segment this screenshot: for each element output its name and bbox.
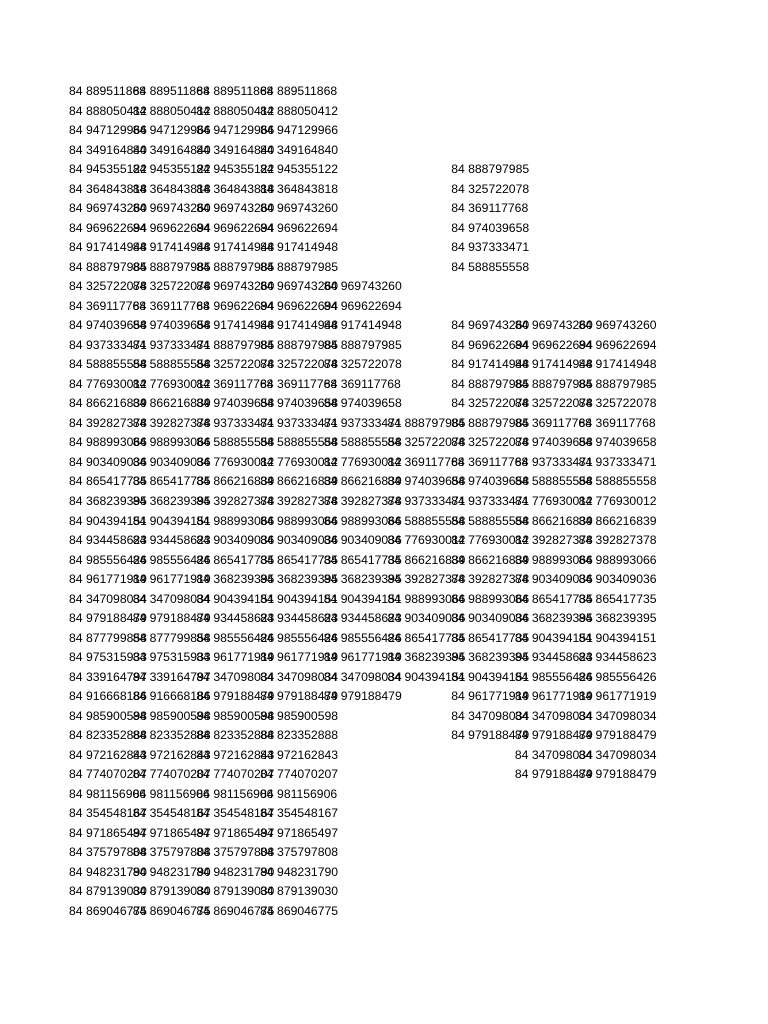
cell-r12-c0: 84 974039658 bbox=[69, 318, 147, 333]
cell-r24-c3: 84 865417735 bbox=[260, 552, 339, 567]
cell-r37-c1: 84 354548167 bbox=[132, 806, 211, 821]
cell-r7-c2: 84 969622694 bbox=[196, 220, 275, 235]
cell-r3-c1: 84 349164840 bbox=[132, 142, 211, 157]
cell-r30-c5: 84 904394151 bbox=[387, 669, 466, 684]
cell-r28-c0: 84 877799858 bbox=[69, 630, 147, 645]
cell-r25-c4: 84 368239395 bbox=[323, 572, 402, 586]
cell-r23-c1: 84 934458623 bbox=[132, 533, 211, 547]
cell-r3-c2: 84 349164840 bbox=[196, 142, 275, 157]
cell-r22-c4: 84 988993066 bbox=[323, 513, 402, 528]
cell-r9-c0: 84 888797985 bbox=[69, 259, 147, 274]
cell-r13-c3: 84 888797985 bbox=[260, 337, 339, 352]
cell-r7-c3: 84 969622694 bbox=[260, 220, 339, 235]
cell-r33-c3: 84 823352888 bbox=[260, 728, 339, 743]
cell-r38-c1: 84 971865497 bbox=[132, 825, 211, 840]
cell-r9-c2: 84 888797985 bbox=[196, 259, 275, 274]
cell-r18-c1: 84 988993066 bbox=[132, 435, 211, 450]
cell-r31-c8: 84 961771919 bbox=[578, 689, 657, 704]
cell-r20-c5: 84 974039658 bbox=[387, 474, 466, 489]
cell-r27-c1: 84 979188479 bbox=[132, 611, 211, 626]
cell-r30-c6: 84 904394151 bbox=[451, 669, 530, 684]
cell-r42-c2: 84 869046775 bbox=[196, 903, 275, 918]
cell-r19-c2: 84 776930012 bbox=[196, 454, 275, 469]
cell-r16-c4: 84 974039658 bbox=[323, 396, 402, 411]
cell-r18-c6: 84 325722078 bbox=[451, 435, 530, 450]
cell-r6-c0: 84 969743260 bbox=[69, 201, 147, 216]
cell-r24-c5: 84 866216839 bbox=[387, 552, 466, 567]
cell-r19-c4: 84 776930012 bbox=[323, 454, 402, 469]
cell-r19-c5: 84 369117768 bbox=[387, 454, 465, 469]
cell-r21-c0: 84 368239395 bbox=[69, 494, 147, 508]
cell-r25-c7: 84 903409036 bbox=[514, 572, 593, 586]
cell-r26-c5: 84 988993066 bbox=[387, 591, 466, 606]
cell-r19-c7: 84 937333471 bbox=[514, 454, 593, 469]
cell-r30-c0: 84 339164797 bbox=[69, 669, 147, 684]
cell-r6-c3: 84 969743260 bbox=[260, 201, 339, 216]
cell-r13-c6: 84 969622694 bbox=[451, 337, 530, 352]
cell-r8-c2: 84 917414948 bbox=[196, 240, 275, 255]
cell-r26-c3: 84 904394151 bbox=[260, 591, 339, 606]
cell-r40-c2: 84 948231790 bbox=[196, 864, 275, 879]
cell-r33-c1: 84 823352888 bbox=[132, 728, 211, 743]
cell-r16-c2: 84 974039658 bbox=[196, 396, 275, 411]
cell-r18-c3: 84 588855558 bbox=[260, 435, 339, 450]
cell-r24-c7: 84 988993066 bbox=[514, 552, 593, 567]
cell-r32-c6: 84 347098034 bbox=[451, 708, 530, 723]
cell-r4-c0: 84 945355122 bbox=[69, 162, 147, 177]
cell-r19-c8: 84 937333471 bbox=[578, 454, 657, 469]
cell-r18-c8: 84 974039658 bbox=[578, 435, 657, 450]
cell-r12-c8: 84 969743260 bbox=[578, 318, 657, 333]
cell-r4-c3: 84 945355122 bbox=[260, 162, 339, 177]
cell-r16-c7: 84 325722078 bbox=[514, 396, 593, 411]
cell-r20-c8: 84 588855558 bbox=[578, 474, 657, 489]
cell-r23-c4: 84 903409036 bbox=[323, 533, 402, 547]
cell-r28-c6: 84 865417735 bbox=[451, 630, 530, 645]
cell-r28-c5: 84 865417735 bbox=[387, 630, 466, 645]
cell-r29-c0: 84 975315933 bbox=[69, 650, 147, 665]
cell-r34-c2: 84 972162843 bbox=[196, 747, 275, 762]
cell-r25-c1: 84 961771919 bbox=[132, 572, 211, 586]
cell-r31-c0: 84 916668186 bbox=[69, 689, 147, 704]
cell-r24-c6: 84 866216839 bbox=[451, 552, 530, 567]
cell-r18-c7: 84 974039658 bbox=[514, 435, 593, 450]
cell-r10-c0: 84 325722078 bbox=[69, 279, 147, 294]
cell-r26-c8: 84 865417735 bbox=[578, 591, 657, 606]
cell-r31-c2: 84 979188479 bbox=[196, 689, 275, 704]
cell-r30-c4: 84 347098034 bbox=[323, 669, 402, 684]
cell-r12-c3: 84 917414948 bbox=[260, 318, 339, 333]
cell-r26-c4: 84 904394151 bbox=[323, 591, 402, 606]
cell-r7-c1: 84 969622694 bbox=[132, 220, 211, 235]
cell-r32-c7: 84 347098034 bbox=[514, 708, 593, 723]
cell-r30-c7: 84 985556426 bbox=[514, 669, 593, 684]
cell-r39-c3: 84 375797808 bbox=[260, 845, 339, 860]
cell-r34-c8: 84 347098034 bbox=[578, 747, 657, 762]
cell-r1-c0: 84 888050412 bbox=[69, 103, 147, 118]
cell-r16-c0: 84 866216839 bbox=[69, 396, 147, 411]
cell-r39-c1: 84 375797808 bbox=[132, 845, 211, 860]
cell-r7-c6: 84 974039658 bbox=[451, 220, 530, 235]
cell-r5-c3: 84 364843818 bbox=[260, 181, 339, 196]
cell-r23-c6: 84 776930012 bbox=[451, 533, 530, 547]
cell-r38-c2: 84 971865497 bbox=[196, 825, 275, 840]
cell-r20-c7: 84 588855558 bbox=[514, 474, 593, 489]
cell-r10-c3: 84 969743260 bbox=[260, 279, 339, 294]
cell-r25-c6: 84 392827378 bbox=[451, 572, 530, 586]
cell-r24-c4: 84 865417735 bbox=[323, 552, 402, 567]
cell-r6-c2: 84 969743260 bbox=[196, 201, 275, 216]
cell-r15-c7: 84 888797985 bbox=[514, 376, 593, 391]
cell-r17-c8: 84 369117768 bbox=[578, 415, 656, 430]
cell-r26-c6: 84 988993066 bbox=[451, 591, 530, 606]
cell-r24-c0: 84 985556426 bbox=[69, 552, 147, 567]
cell-r31-c7: 84 961771919 bbox=[514, 689, 593, 704]
cell-r23-c5: 84 776930012 bbox=[387, 533, 466, 547]
cell-r16-c1: 84 866216839 bbox=[132, 396, 211, 411]
cell-r25-c2: 84 368239395 bbox=[196, 572, 275, 586]
cell-r4-c2: 84 945355122 bbox=[196, 162, 275, 177]
cell-r21-c2: 84 392827378 bbox=[196, 494, 275, 508]
cell-r8-c1: 84 917414948 bbox=[132, 240, 211, 255]
cell-r26-c0: 84 347098034 bbox=[69, 591, 147, 606]
cell-r27-c3: 84 934458623 bbox=[260, 611, 339, 626]
cell-r33-c6: 84 979188479 bbox=[451, 728, 530, 743]
cell-r32-c0: 84 985900598 bbox=[69, 708, 147, 723]
cell-r4-c6: 84 888797985 bbox=[451, 162, 530, 177]
cell-r20-c2: 84 866216839 bbox=[196, 474, 275, 489]
cell-r3-c0: 84 349164840 bbox=[69, 142, 147, 157]
cell-r40-c0: 84 948231790 bbox=[69, 864, 147, 879]
cell-r19-c6: 84 369117768 bbox=[451, 454, 529, 469]
cell-r12-c4: 84 917414948 bbox=[323, 318, 402, 333]
cell-r23-c8: 84 392827378 bbox=[578, 533, 657, 547]
cell-r41-c3: 84 879139030 bbox=[260, 884, 339, 899]
cell-r15-c6: 84 888797985 bbox=[451, 376, 530, 391]
cell-r15-c1: 84 776930012 bbox=[132, 376, 211, 391]
cell-r23-c3: 84 903409036 bbox=[260, 533, 339, 547]
cell-r32-c8: 84 347098034 bbox=[578, 708, 657, 723]
cell-r11-c0: 84 369117768 bbox=[69, 298, 147, 313]
cell-r5-c1: 84 364843818 bbox=[132, 181, 211, 196]
cell-r8-c3: 84 917414948 bbox=[260, 240, 339, 255]
cell-r30-c2: 84 347098034 bbox=[196, 669, 275, 684]
cell-r30-c3: 84 347098034 bbox=[260, 669, 339, 684]
cell-r14-c1: 84 588855558 bbox=[132, 357, 211, 372]
cell-r41-c1: 84 879139030 bbox=[132, 884, 211, 899]
cell-r29-c5: 84 368239395 bbox=[387, 650, 466, 665]
cell-r13-c1: 84 937333471 bbox=[132, 337, 211, 352]
cell-r27-c6: 84 903409036 bbox=[451, 611, 530, 626]
cell-r37-c3: 84 354548167 bbox=[260, 806, 339, 821]
cell-r12-c6: 84 969743260 bbox=[451, 318, 530, 333]
cell-r11-c2: 84 969622694 bbox=[196, 298, 275, 313]
cell-r28-c4: 84 985556426 bbox=[323, 630, 402, 645]
cell-r20-c0: 84 865417735 bbox=[69, 474, 147, 489]
cell-r17-c4: 84 937333471 bbox=[323, 415, 402, 430]
cell-r34-c7: 84 347098034 bbox=[514, 747, 593, 762]
cell-r27-c7: 84 368239395 bbox=[514, 611, 593, 626]
cell-r11-c4: 84 969622694 bbox=[323, 298, 402, 313]
cell-r34-c1: 84 972162843 bbox=[132, 747, 211, 762]
cell-r1-c1: 84 888050412 bbox=[132, 103, 211, 118]
cell-r31-c4: 84 979188479 bbox=[323, 689, 402, 704]
cell-r20-c1: 84 865417735 bbox=[132, 474, 211, 489]
cell-r39-c2: 84 375797808 bbox=[196, 845, 275, 860]
cell-r14-c3: 84 325722078 bbox=[260, 357, 339, 372]
cell-r27-c8: 84 368239395 bbox=[578, 611, 657, 626]
cell-r29-c4: 84 961771919 bbox=[323, 650, 402, 665]
cell-r35-c1: 84 774070207 bbox=[132, 767, 211, 782]
cell-r27-c4: 84 934458623 bbox=[323, 611, 402, 626]
cell-r18-c0: 84 988993066 bbox=[69, 435, 147, 450]
cell-r36-c2: 84 981156906 bbox=[196, 786, 274, 801]
cell-r31-c6: 84 961771919 bbox=[451, 689, 530, 704]
cell-r17-c3: 84 937333471 bbox=[260, 415, 339, 430]
cell-r14-c8: 84 917414948 bbox=[578, 357, 657, 372]
cell-r27-c5: 84 903409036 bbox=[387, 611, 466, 626]
cell-r41-c0: 84 879139030 bbox=[69, 884, 147, 899]
cell-r19-c0: 84 903409036 bbox=[69, 454, 147, 469]
cell-r25-c3: 84 368239395 bbox=[260, 572, 339, 586]
cell-r39-c0: 84 375797808 bbox=[69, 845, 147, 860]
cell-r16-c6: 84 325722078 bbox=[451, 396, 530, 411]
cell-r6-c1: 84 969743260 bbox=[132, 201, 211, 216]
cell-r2-c1: 84 947129966 bbox=[132, 123, 211, 138]
cell-r14-c6: 84 917414948 bbox=[451, 357, 530, 372]
cell-r1-c2: 84 888050412 bbox=[196, 103, 275, 118]
cell-r11-c3: 84 969622694 bbox=[260, 298, 339, 313]
cell-r17-c6: 84 888797985 bbox=[451, 415, 530, 430]
cell-r29-c1: 84 975315933 bbox=[132, 650, 211, 665]
cell-r25-c0: 84 961771919 bbox=[69, 572, 147, 586]
cell-r18-c4: 84 588855558 bbox=[323, 435, 402, 450]
cell-r17-c0: 84 392827378 bbox=[69, 415, 147, 430]
cell-r35-c8: 84 979188479 bbox=[578, 767, 657, 782]
cell-r14-c2: 84 325722078 bbox=[196, 357, 275, 372]
cell-r16-c8: 84 325722078 bbox=[578, 396, 657, 411]
cell-r14-c0: 84 588855558 bbox=[69, 357, 147, 372]
cell-r35-c7: 84 979188479 bbox=[514, 767, 593, 782]
cell-r35-c0: 84 774070207 bbox=[69, 767, 147, 782]
cell-r7-c0: 84 969622694 bbox=[69, 220, 147, 235]
cell-r25-c5: 84 392827378 bbox=[387, 572, 466, 586]
cell-r5-c0: 84 364843818 bbox=[69, 181, 147, 196]
cell-r24-c2: 84 865417735 bbox=[196, 552, 275, 567]
cell-r29-c6: 84 368239395 bbox=[451, 650, 530, 665]
cell-r30-c1: 84 339164797 bbox=[132, 669, 211, 684]
cell-r12-c1: 84 974039658 bbox=[132, 318, 211, 333]
cell-r10-c2: 84 969743260 bbox=[196, 279, 275, 294]
cell-r0-c3: 84 889511868 bbox=[260, 84, 338, 98]
cell-r22-c6: 84 588855558 bbox=[451, 513, 530, 528]
cell-r26-c7: 84 865417735 bbox=[514, 591, 593, 606]
cell-r35-c3: 84 774070207 bbox=[260, 767, 339, 782]
cell-r29-c3: 84 961771919 bbox=[260, 650, 339, 665]
cell-r33-c7: 84 979188479 bbox=[514, 728, 593, 743]
cell-r27-c2: 84 934458623 bbox=[196, 611, 275, 626]
cell-r15-c0: 84 776930012 bbox=[69, 376, 147, 391]
cell-r22-c1: 84 904394151 bbox=[132, 513, 211, 528]
cell-r31-c1: 84 916668186 bbox=[132, 689, 211, 704]
cell-r29-c7: 84 934458623 bbox=[514, 650, 593, 665]
cell-r23-c0: 84 934458623 bbox=[69, 533, 147, 547]
cell-r3-c3: 84 349164840 bbox=[260, 142, 339, 157]
cell-r33-c8: 84 979188479 bbox=[578, 728, 657, 743]
cell-r13-c2: 84 888797985 bbox=[196, 337, 275, 352]
cell-r34-c3: 84 972162843 bbox=[260, 747, 339, 762]
cell-r10-c4: 84 969743260 bbox=[323, 279, 402, 294]
cell-r32-c1: 84 985900598 bbox=[132, 708, 211, 723]
cell-r15-c3: 84 369117768 bbox=[260, 376, 338, 391]
cell-r24-c8: 84 988993066 bbox=[578, 552, 657, 567]
cell-r9-c6: 84 588855558 bbox=[451, 259, 530, 274]
cell-r40-c3: 84 948231790 bbox=[260, 864, 339, 879]
cell-r28-c3: 84 985556426 bbox=[260, 630, 339, 645]
cell-r21-c6: 84 937333471 bbox=[451, 494, 530, 508]
cell-r26-c2: 84 904394151 bbox=[196, 591, 275, 606]
cell-r23-c2: 84 903409036 bbox=[196, 533, 275, 547]
cell-r8-c0: 84 917414948 bbox=[69, 240, 147, 255]
cell-r27-c0: 84 979188479 bbox=[69, 611, 147, 626]
cell-r28-c1: 84 877799858 bbox=[132, 630, 211, 645]
cell-r17-c7: 84 369117768 bbox=[514, 415, 592, 430]
cell-r30-c8: 84 985556426 bbox=[578, 669, 657, 684]
cell-r15-c2: 84 369117768 bbox=[196, 376, 274, 391]
cell-r17-c1: 84 392827378 bbox=[132, 415, 211, 430]
cell-r2-c3: 84 947129966 bbox=[260, 123, 339, 138]
cell-r12-c2: 84 917414948 bbox=[196, 318, 275, 333]
cell-r21-c4: 84 392827378 bbox=[323, 494, 402, 508]
cell-r22-c3: 84 988993066 bbox=[260, 513, 339, 528]
cell-r28-c2: 84 985556426 bbox=[196, 630, 275, 645]
cell-r37-c2: 84 354548167 bbox=[196, 806, 275, 821]
cell-r8-c6: 84 937333471 bbox=[451, 240, 530, 255]
cell-r20-c6: 84 974039658 bbox=[451, 474, 530, 489]
cell-r36-c0: 84 981156906 bbox=[69, 786, 147, 801]
cell-r20-c4: 84 866216839 bbox=[323, 474, 402, 489]
cell-r2-c0: 84 947129966 bbox=[69, 123, 147, 138]
cell-r31-c3: 84 979188479 bbox=[260, 689, 339, 704]
cell-r21-c1: 84 368239395 bbox=[132, 494, 211, 508]
cell-r22-c0: 84 904394151 bbox=[69, 513, 147, 528]
cell-r38-c3: 84 971865497 bbox=[260, 825, 339, 840]
cell-r9-c3: 84 888797985 bbox=[260, 259, 339, 274]
cell-r5-c6: 84 325722078 bbox=[451, 181, 530, 196]
cell-r18-c2: 84 588855558 bbox=[196, 435, 275, 450]
cell-r10-c1: 84 325722078 bbox=[132, 279, 211, 294]
cell-r15-c4: 84 369117768 bbox=[323, 376, 401, 391]
cell-r1-c3: 84 888050412 bbox=[260, 103, 339, 118]
cell-r9-c1: 84 888797985 bbox=[132, 259, 211, 274]
cell-r33-c0: 84 823352888 bbox=[69, 728, 147, 743]
cell-r26-c1: 84 347098034 bbox=[132, 591, 211, 606]
cell-r32-c3: 84 985900598 bbox=[260, 708, 339, 723]
cell-r25-c8: 84 903409036 bbox=[578, 572, 657, 586]
cell-r28-c8: 84 904394151 bbox=[578, 630, 657, 645]
cell-r0-c1: 84 889511868 bbox=[132, 84, 210, 98]
cell-r28-c7: 84 904394151 bbox=[514, 630, 593, 645]
cell-r40-c1: 84 948231790 bbox=[132, 864, 211, 879]
cell-r6-c6: 84 369117768 bbox=[451, 201, 529, 216]
cell-r0-c2: 84 889511868 bbox=[196, 84, 274, 98]
cell-r17-c2: 84 937333471 bbox=[196, 415, 275, 430]
cell-r17-c5: 84 888797985 bbox=[387, 415, 466, 430]
cell-r32-c2: 84 985900598 bbox=[196, 708, 275, 723]
cell-r21-c5: 84 937333471 bbox=[387, 494, 466, 508]
cell-r21-c8: 84 776930012 bbox=[578, 494, 657, 508]
cell-r13-c7: 84 969622694 bbox=[514, 337, 593, 352]
cell-r36-c1: 84 981156906 bbox=[132, 786, 210, 801]
cell-r16-c3: 84 974039658 bbox=[260, 396, 339, 411]
cell-r29-c2: 84 961771919 bbox=[196, 650, 275, 665]
cell-r36-c3: 84 981156906 bbox=[260, 786, 338, 801]
cell-r20-c3: 84 866216839 bbox=[260, 474, 339, 489]
cell-r5-c2: 84 364843818 bbox=[196, 181, 275, 196]
cell-r42-c0: 84 869046775 bbox=[69, 903, 147, 918]
cell-r12-c7: 84 969743260 bbox=[514, 318, 593, 333]
cell-r42-c1: 84 869046775 bbox=[132, 903, 211, 918]
cell-r37-c0: 84 354548167 bbox=[69, 806, 147, 821]
cell-r22-c7: 84 866216839 bbox=[514, 513, 593, 528]
cell-r4-c1: 84 945355122 bbox=[132, 162, 211, 177]
cell-r19-c1: 84 903409036 bbox=[132, 454, 211, 469]
cell-r13-c8: 84 969622694 bbox=[578, 337, 657, 352]
cell-r11-c1: 84 369117768 bbox=[132, 298, 210, 313]
cell-r15-c8: 84 888797985 bbox=[578, 376, 657, 391]
cell-r14-c7: 84 917414948 bbox=[514, 357, 593, 372]
cell-r38-c0: 84 971865497 bbox=[69, 825, 147, 840]
cell-r0-c0: 84 889511868 bbox=[69, 84, 147, 98]
cell-r22-c5: 84 588855558 bbox=[387, 513, 466, 528]
cell-r21-c7: 84 776930012 bbox=[514, 494, 593, 508]
cell-r21-c3: 84 392827378 bbox=[260, 494, 339, 508]
cell-r34-c0: 84 972162843 bbox=[69, 747, 147, 762]
cell-r23-c7: 84 392827378 bbox=[514, 533, 593, 547]
cell-r18-c5: 84 325722078 bbox=[387, 435, 466, 450]
cell-r41-c2: 84 879139030 bbox=[196, 884, 275, 899]
cell-r29-c8: 84 934458623 bbox=[578, 650, 657, 665]
cell-r22-c2: 84 988993066 bbox=[196, 513, 275, 528]
cell-r13-c0: 84 937333471 bbox=[69, 337, 147, 352]
cell-r33-c2: 84 823352888 bbox=[196, 728, 275, 743]
cell-r14-c4: 84 325722078 bbox=[323, 357, 402, 372]
cell-r35-c2: 84 774070207 bbox=[196, 767, 275, 782]
cell-r19-c3: 84 776930012 bbox=[260, 454, 339, 469]
cell-r42-c3: 84 869046775 bbox=[260, 903, 339, 918]
cell-r2-c2: 84 947129966 bbox=[196, 123, 275, 138]
cell-r22-c8: 84 866216839 bbox=[578, 513, 657, 528]
cell-r13-c4: 84 888797985 bbox=[323, 337, 402, 352]
cell-r24-c1: 84 985556426 bbox=[132, 552, 211, 567]
